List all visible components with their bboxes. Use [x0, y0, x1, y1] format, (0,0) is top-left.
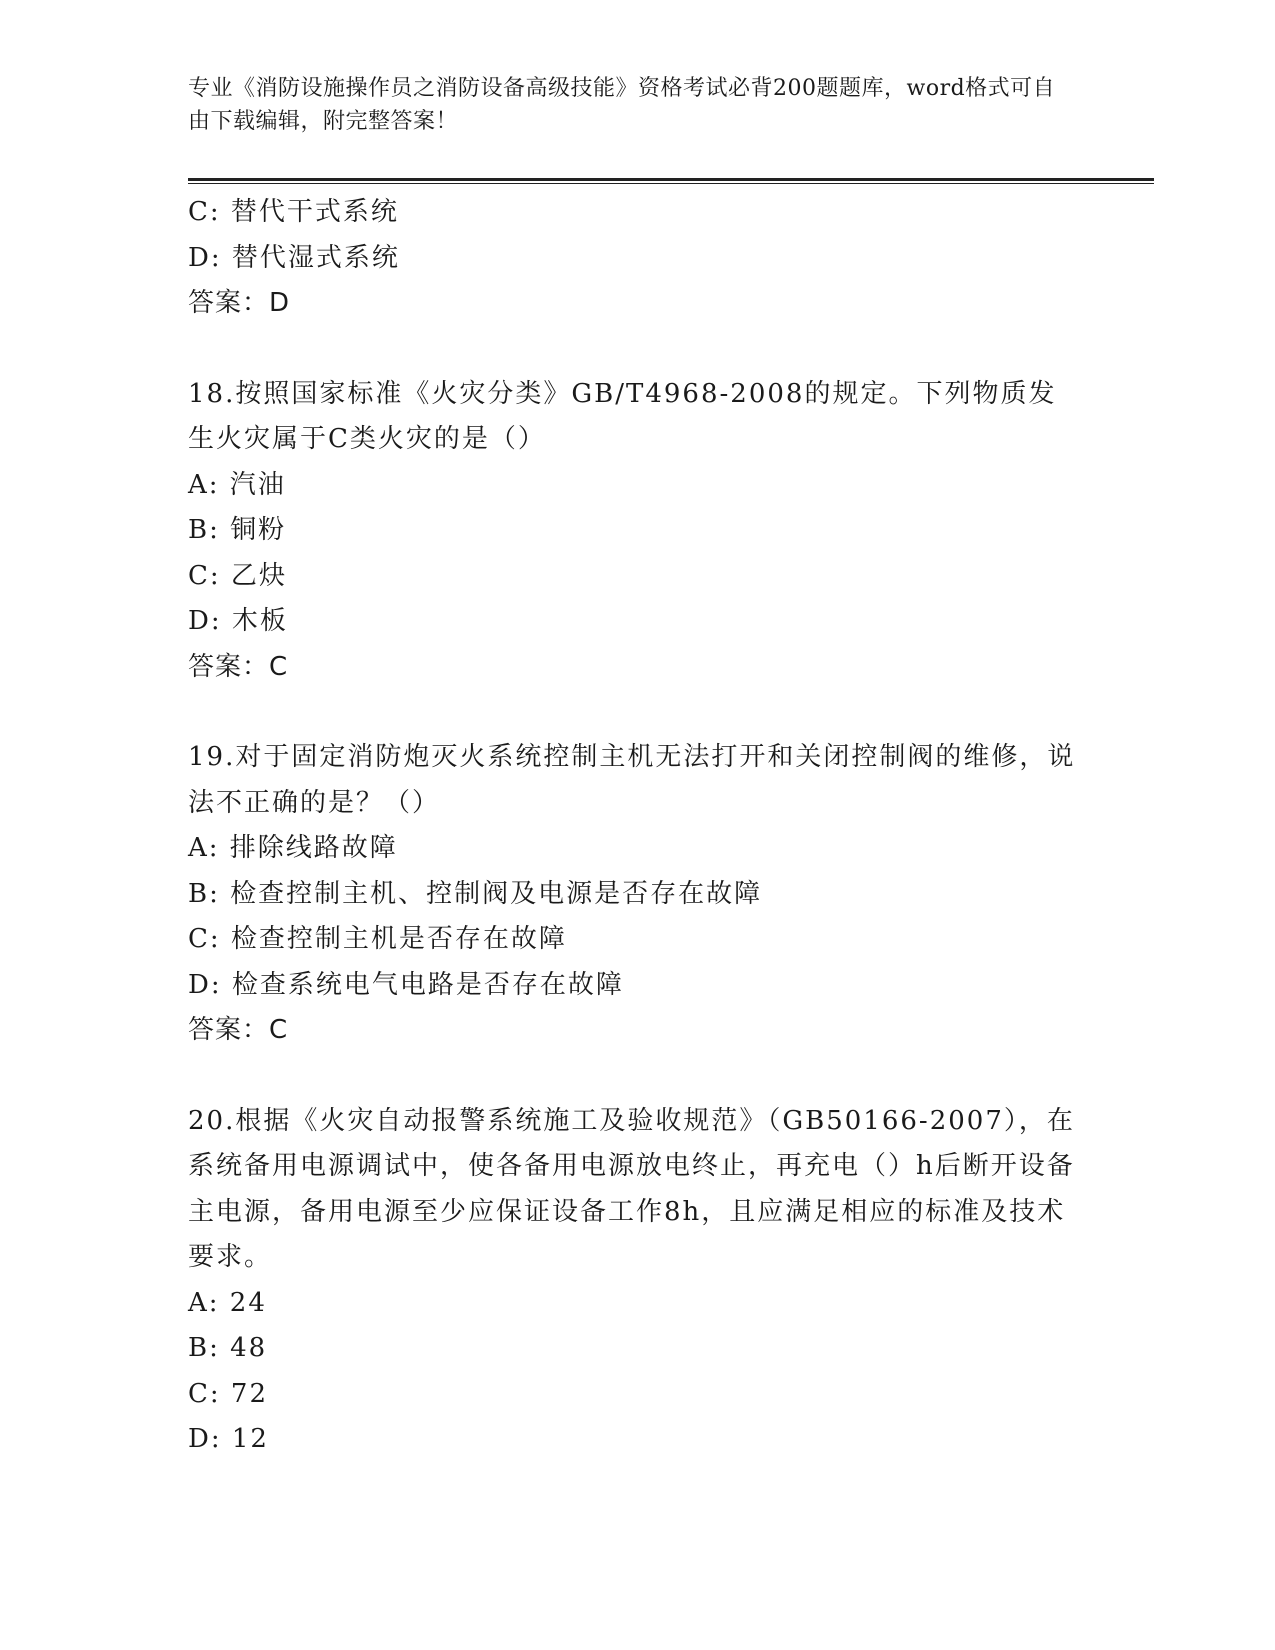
option-d: D: 木板	[188, 606, 288, 636]
answer: 答案：C	[188, 1015, 289, 1045]
answer: 答案：C	[188, 651, 289, 682]
option-d: D: 12	[188, 1424, 269, 1454]
question-stem: 20.根据《火灾自动报警系统施工及验收规范》（GB50166-2007），在系统备用电源调试中，使各备用电源放电终止，再充电（）h后断开设备主电源，备用电源至少应保证设备工作8h，且应满足相应的标准及技术要求。	[188, 1105, 1075, 1272]
question-19	[188, 735, 1088, 1054]
question-17-continued	[188, 190, 1088, 327]
option-d: D: 替代湿式系统	[188, 242, 400, 273]
option-b: B: 检查控制主机、控制阀及电源是否存在故障	[188, 878, 763, 909]
option-b: B: 铜粉	[188, 515, 287, 545]
option-c: C: 替代干式系统	[188, 197, 399, 227]
option-c: C: 乙炔	[188, 560, 287, 591]
document-body	[188, 190, 1088, 1463]
option-b: B: 48	[188, 1333, 268, 1363]
question-20	[188, 1099, 1088, 1463]
header-rule-thick	[188, 178, 1154, 181]
option-a: A: 24	[188, 1287, 267, 1318]
option-c: C: 检查控制主机是否存在故障	[188, 924, 567, 954]
header-rule-thin	[188, 183, 1154, 184]
option-c: C: 72	[188, 1378, 269, 1409]
question-stem: 19.对于固定消防炮灭火系统控制主机无法打开和关闭控制阀的维修，说法不正确的是？（）	[188, 742, 1076, 818]
question-18	[188, 372, 1088, 691]
question-stem: 18.按照国家标准《火灾分类》GB/T4968-2008的规定。下列物质发生火灾属于C类火灾的是（）	[188, 378, 1057, 454]
page-header: 专业《消防设施操作员之消防设备高级技能》资格考试必背200题题库，word格式可自由下载编辑，附完整答案！	[188, 76, 1056, 134]
option-d: D: 检查系统电气电路是否存在故障	[188, 969, 624, 1000]
option-a: A: 汽油	[188, 469, 286, 500]
option-a: A: 排除线路故障	[188, 833, 398, 863]
answer: 答案：D	[188, 288, 291, 318]
